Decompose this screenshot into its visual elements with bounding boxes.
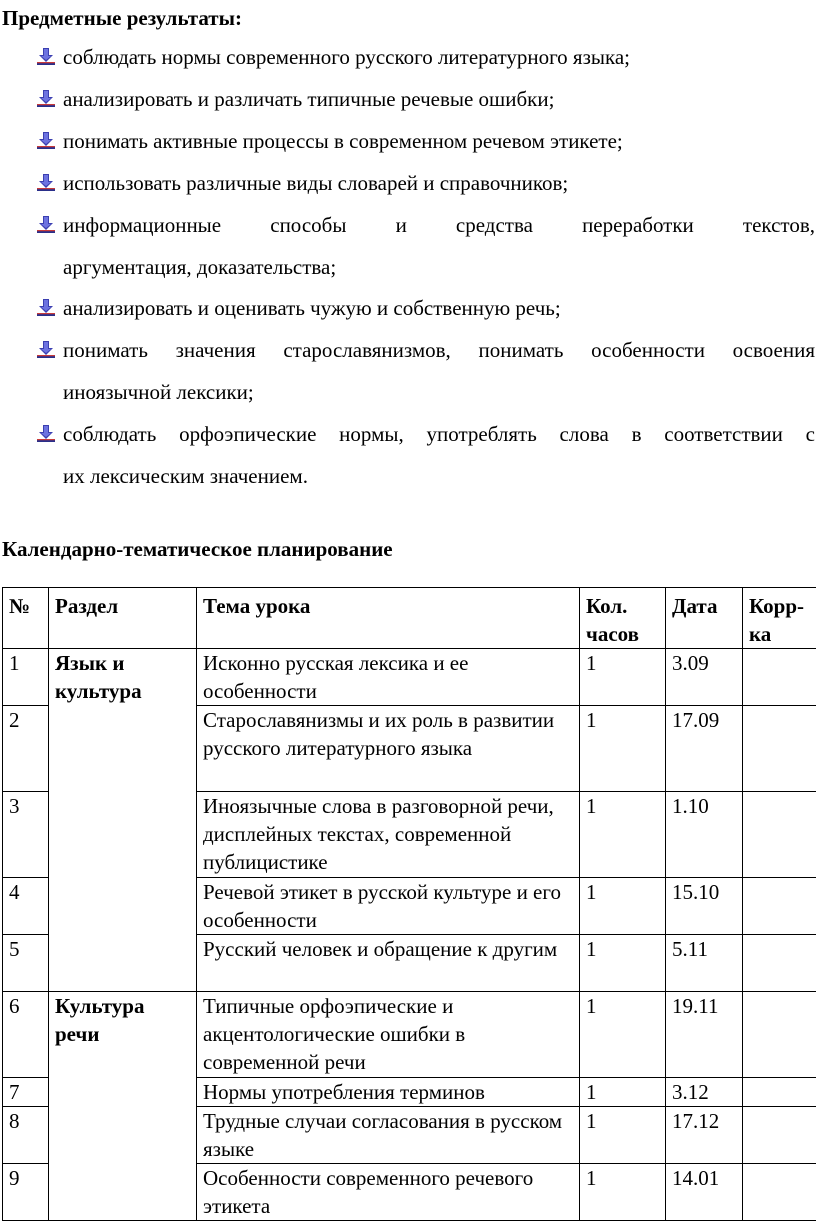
row-date: 19.11	[666, 992, 743, 1078]
section-cell: Культура речи	[49, 992, 197, 1221]
outcome-item: соблюдать нормы современного русского литературного языка;	[63, 44, 630, 70]
row-hours: 1	[580, 935, 666, 992]
row-topic: Особенности современного речевого этикета	[197, 1164, 580, 1221]
row-correction	[743, 1107, 816, 1164]
outcome-item: использовать различные виды словарей и справочников;	[63, 170, 568, 196]
outcomes-title: Предметные результаты:	[2, 5, 242, 31]
row-hours: 1	[580, 1078, 666, 1107]
outcome-item: анализировать и различать типичные речевые ошибки;	[63, 86, 554, 112]
row-topic: Типичные орфоэпические и акцентологические ошибки в современной речи	[197, 992, 580, 1078]
header-hours: Кол. часов	[580, 588, 666, 649]
bullet-icon	[36, 424, 56, 444]
bullet-icon	[36, 340, 56, 360]
header-section: Раздел	[49, 588, 197, 649]
table-header-row	[3, 588, 816, 649]
section-cell: Язык и культура	[49, 649, 197, 992]
outcome-item: информационные способы и средства переработки текстов,	[63, 212, 815, 238]
table-row	[3, 649, 816, 706]
row-correction	[743, 706, 816, 792]
row-topic: Старославянизмы и их роль в развитии русского литературного языка	[197, 706, 580, 792]
outcome-item-continuation: иноязычной лексики;	[63, 379, 254, 405]
row-topic: Речевой этикет в русской культуре и его особенности	[197, 878, 580, 935]
outcome-item: понимать активные процессы в современном речевом этикете;	[63, 128, 623, 154]
row-hours: 1	[580, 1164, 666, 1221]
table-row	[3, 992, 816, 1078]
row-topic: Трудные случаи согласования в русском языке	[197, 1107, 580, 1164]
row-num: 2	[3, 706, 49, 792]
row-num: 8	[3, 1107, 49, 1164]
row-hours: 1	[580, 706, 666, 792]
bullet-icon	[36, 215, 56, 235]
row-hours: 1	[580, 878, 666, 935]
plan-table	[2, 587, 816, 1221]
header-date: Дата	[666, 588, 743, 649]
row-correction	[743, 1078, 816, 1107]
bullet-icon	[36, 298, 56, 318]
row-num: 1	[3, 649, 49, 706]
row-date: 5.11	[666, 935, 743, 992]
header-correction: Корр-ка	[743, 588, 816, 649]
row-correction	[743, 992, 816, 1078]
bullet-icon	[36, 173, 56, 193]
row-correction	[743, 878, 816, 935]
row-topic: Русский человек и обращение к другим	[197, 935, 580, 992]
row-hours: 1	[580, 992, 666, 1078]
bullet-icon	[36, 47, 56, 67]
header-num: №	[3, 588, 49, 649]
row-date: 3.09	[666, 649, 743, 706]
row-correction	[743, 935, 816, 992]
row-hours: 1	[580, 792, 666, 878]
outcome-item-continuation: аргументация, доказательства;	[63, 254, 336, 280]
row-correction	[743, 649, 816, 706]
row-num: 3	[3, 792, 49, 878]
outcome-item: соблюдать орфоэпические нормы, употреблять слова в соответствии с	[63, 421, 815, 447]
row-num: 7	[3, 1078, 49, 1107]
row-num: 5	[3, 935, 49, 992]
outcome-item: понимать значения старославянизмов, понимать особенности освоения	[63, 337, 815, 363]
row-date: 14.01	[666, 1164, 743, 1221]
row-correction	[743, 1164, 816, 1221]
header-topic: Тема урока	[197, 588, 580, 649]
row-topic: Иноязычные слова в разговорной речи, дисплейных текстах, современной публицистике	[197, 792, 580, 878]
bullet-icon	[36, 89, 56, 109]
row-hours: 1	[580, 1107, 666, 1164]
plan-title: Календарно-тематическое планирование	[2, 536, 393, 562]
row-correction	[743, 792, 816, 878]
row-topic: Исконно русская лексика и ее особенности	[197, 649, 580, 706]
row-hours: 1	[580, 649, 666, 706]
outcome-item: анализировать и оценивать чужую и собственную речь;	[63, 295, 561, 321]
row-num: 4	[3, 878, 49, 935]
row-topic: Нормы употребления терминов	[197, 1078, 580, 1107]
row-date: 3.12	[666, 1078, 743, 1107]
row-date: 1.10	[666, 792, 743, 878]
row-num: 6	[3, 992, 49, 1078]
row-date: 17.09	[666, 706, 743, 792]
row-num: 9	[3, 1164, 49, 1221]
bullet-icon	[36, 131, 56, 151]
row-date: 17.12	[666, 1107, 743, 1164]
outcome-item-continuation: их лексическим значением.	[63, 463, 308, 489]
row-date: 15.10	[666, 878, 743, 935]
